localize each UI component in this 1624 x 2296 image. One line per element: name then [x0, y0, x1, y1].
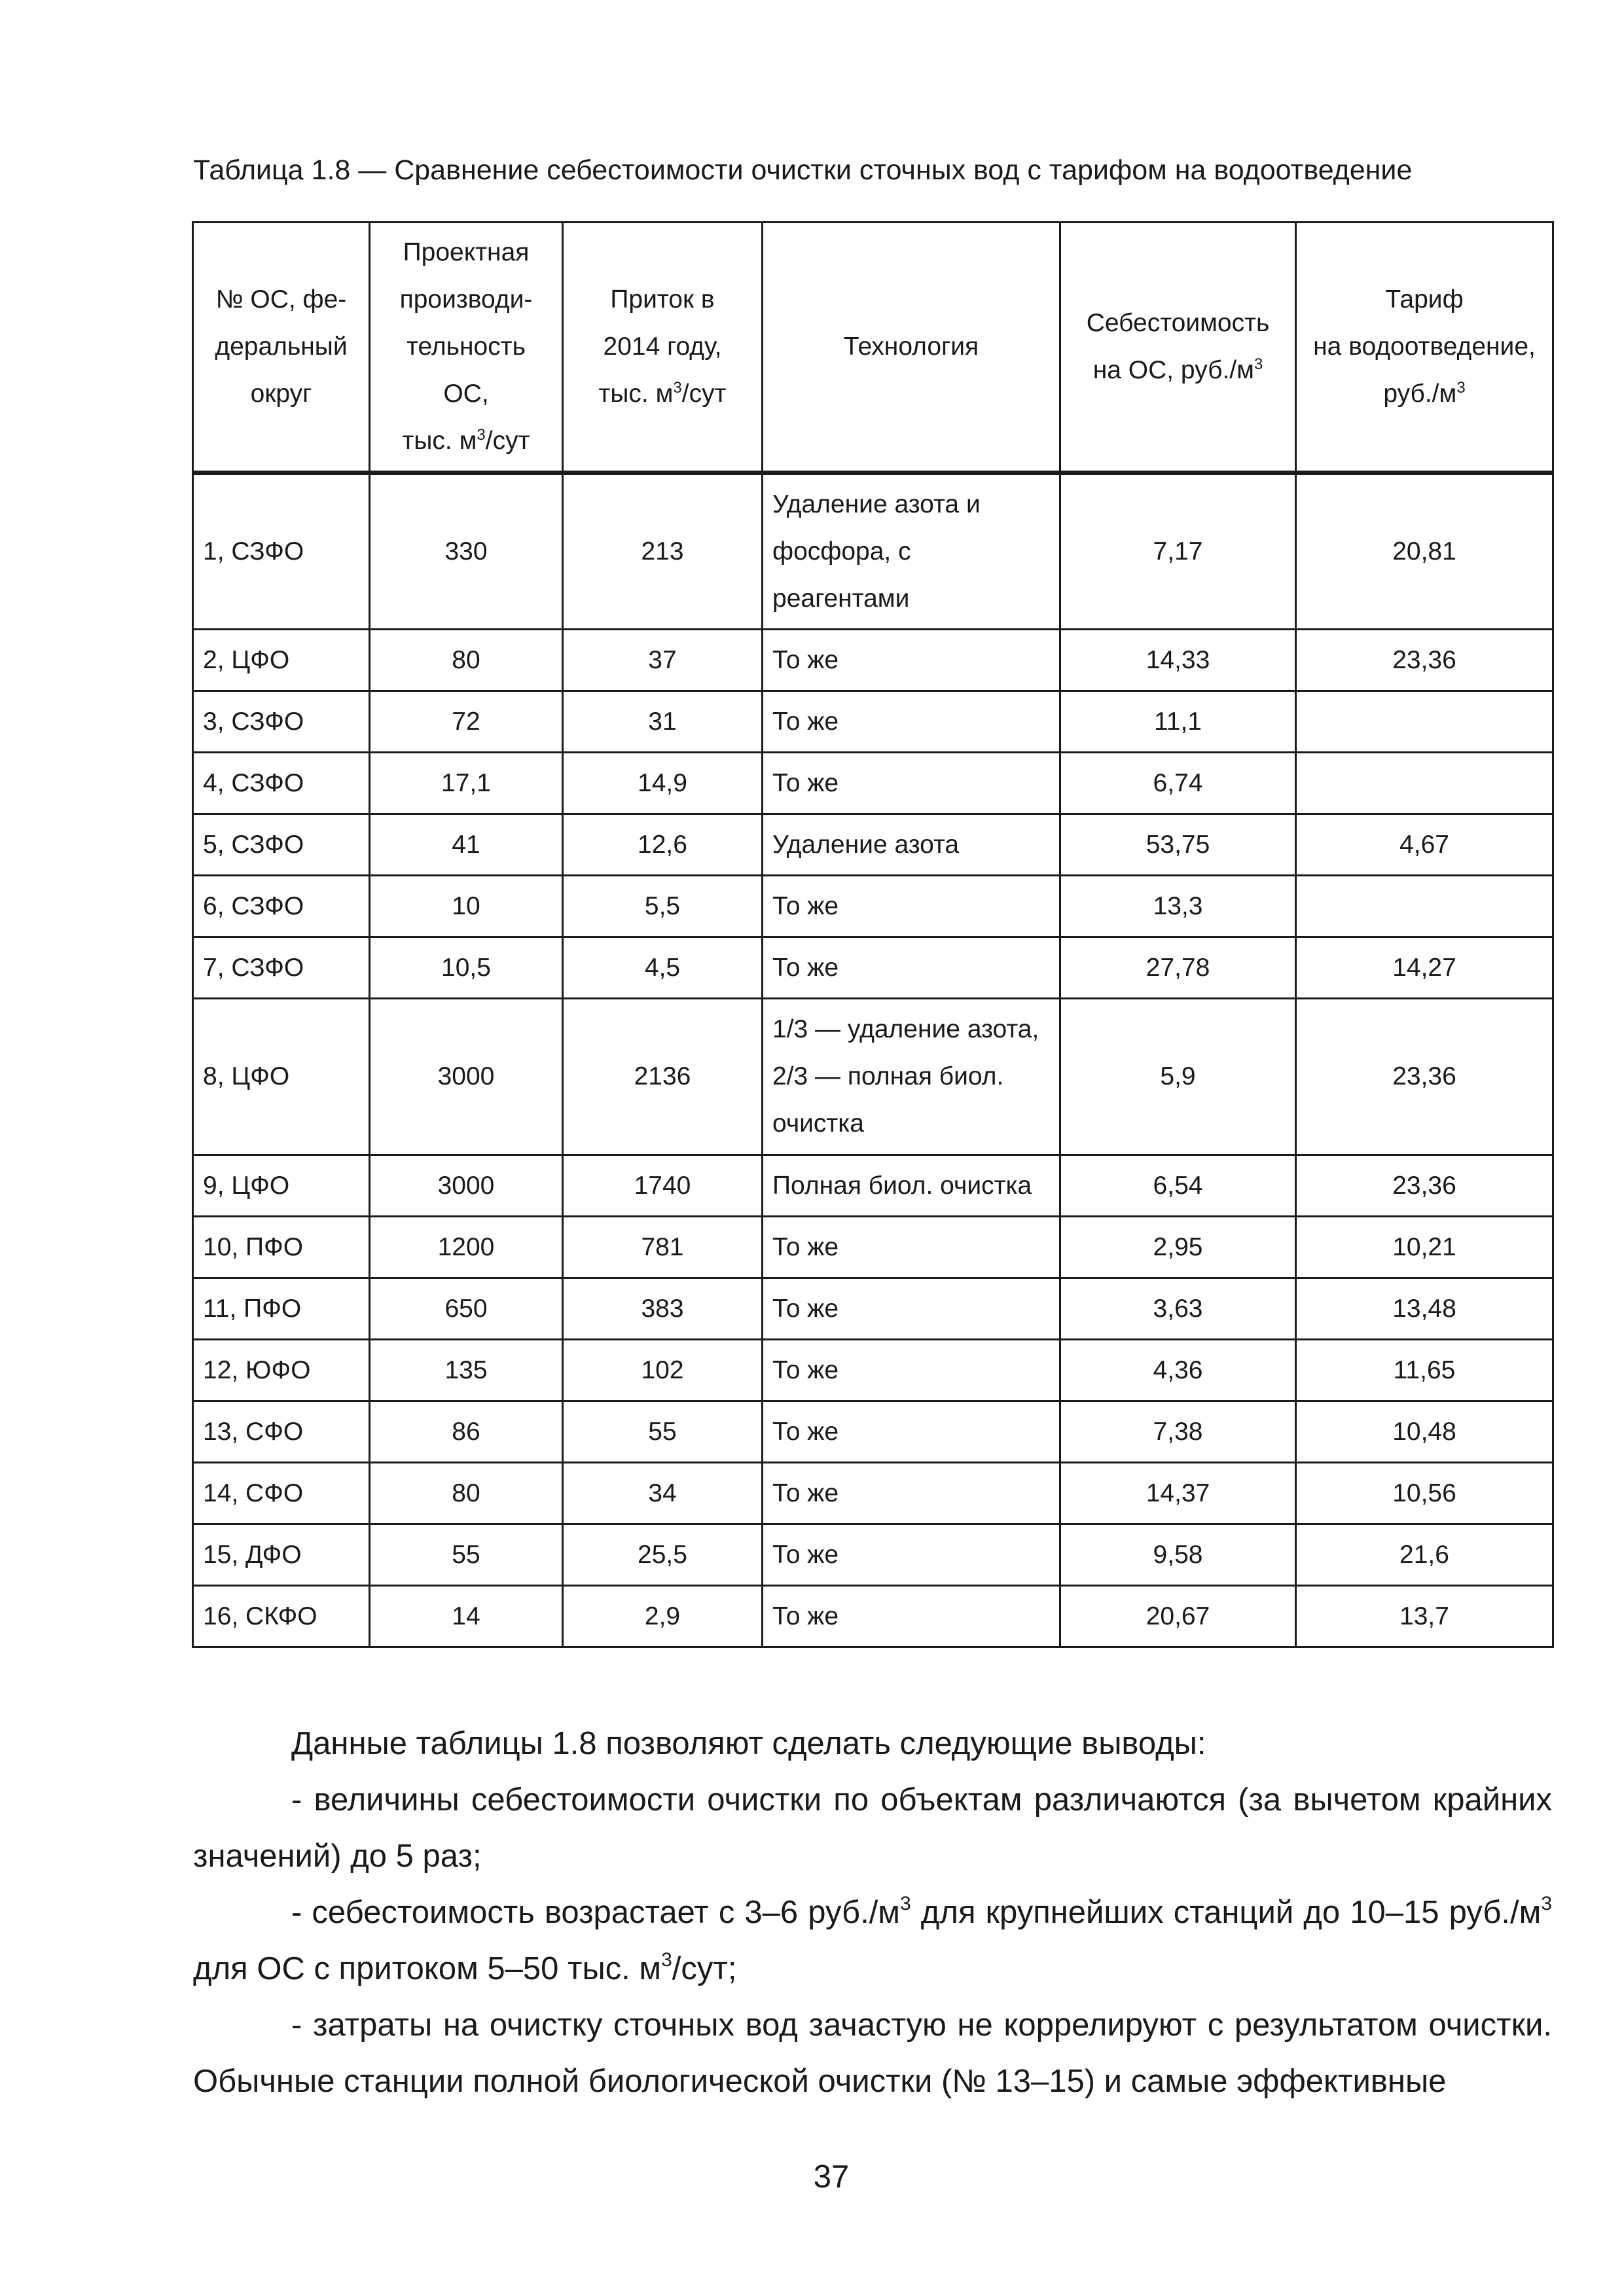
header-station: № ОС, фе- деральный округ: [193, 223, 370, 473]
cost-cell: 5,9: [1060, 999, 1296, 1155]
technology-cell: Удаление азота: [763, 814, 1060, 876]
station-cell: 1, СЗФО: [193, 473, 370, 630]
inflow-cell: 34: [563, 1463, 763, 1524]
capacity-cell: 3000: [370, 999, 563, 1155]
station-cell: 13, СФО: [193, 1401, 370, 1463]
tariff-cell: 4,67: [1296, 814, 1553, 876]
table-row: [193, 630, 1553, 691]
station-cell: 15, ДФО: [193, 1524, 370, 1586]
tariff-cell: 10,56: [1296, 1463, 1553, 1524]
paragraph-point-1: - величины себестоимости очистки по объектам различаются (за вычетом крайних значений) до 5 раз;: [193, 1782, 1552, 1874]
table-row: [193, 1401, 1553, 1463]
station-cell: 7, СЗФО: [193, 937, 370, 999]
technology-cell: То же: [763, 1463, 1060, 1524]
tariff-cell: 13,7: [1296, 1586, 1553, 1647]
technology-cell: Удаление азота и фосфора, с реагентами: [763, 473, 1060, 630]
inflow-cell: 383: [563, 1278, 763, 1340]
capacity-cell: 41: [370, 814, 563, 876]
station-cell: 6, СЗФО: [193, 876, 370, 937]
cost-tariff-table: [192, 221, 1554, 1648]
station-cell: 5, СЗФО: [193, 814, 370, 876]
tariff-cell: [1296, 753, 1553, 814]
technology-cell: То же: [763, 1278, 1060, 1340]
table-row: [193, 999, 1553, 1155]
header-capacity: Проектная производи- тельность ОС, тыс. $м^3$/сут: [370, 223, 563, 473]
station-cell: 9, ЦФО: [193, 1155, 370, 1217]
table-row: [193, 1278, 1553, 1340]
cost-cell: 7,38: [1060, 1401, 1296, 1463]
tariff-cell: 10,48: [1296, 1401, 1553, 1463]
technology-cell: То же: [763, 876, 1060, 937]
header-cost: Себестоимость на ОС, $руб./м^3$: [1060, 223, 1296, 473]
capacity-cell: 3000: [370, 1155, 563, 1217]
inflow-cell: 14,9: [563, 753, 763, 814]
capacity-cell: 650: [370, 1278, 563, 1340]
cost-cell: 2,95: [1060, 1217, 1296, 1278]
inflow-cell: 12,6: [563, 814, 763, 876]
table-row: [193, 814, 1553, 876]
capacity-cell: 330: [370, 473, 563, 630]
tariff-cell: 23,36: [1296, 999, 1553, 1155]
table-row: [193, 753, 1553, 814]
technology-cell: То же: [763, 691, 1060, 753]
paragraph-point-3: - затраты на очистку сточных вод зачастую не коррелируют с результатом очистки. Обычные станции полной биологической очистки (№ 13–15) и самые эффективные: [193, 2007, 1552, 2099]
paragraph-intro: Данные таблицы 1.8 позволяют сделать следующие выводы:: [291, 1726, 1206, 1761]
technology-cell: 1/3 — удаление азота, 2/3 — полная биол. очистка: [763, 999, 1060, 1155]
table-row: [193, 473, 1553, 630]
capacity-cell: 135: [370, 1340, 563, 1401]
capacity-cell: 10,5: [370, 937, 563, 999]
header-tariff: Тариф на водоотведение, $руб./м^3$: [1296, 223, 1553, 473]
inflow-cell: 2136: [563, 999, 763, 1155]
capacity-cell: 1200: [370, 1217, 563, 1278]
cost-cell: 14,37: [1060, 1463, 1296, 1524]
technology-cell: То же: [763, 1401, 1060, 1463]
cost-cell: 9,58: [1060, 1524, 1296, 1586]
tariff-cell: 21,6: [1296, 1524, 1553, 1586]
inflow-cell: 1740: [563, 1155, 763, 1217]
station-cell: 2, ЦФО: [193, 630, 370, 691]
station-cell: 10, ПФО: [193, 1217, 370, 1278]
tariff-cell: 23,36: [1296, 1155, 1553, 1217]
inflow-cell: 31: [563, 691, 763, 753]
station-cell: 12, ЮФО: [193, 1340, 370, 1401]
station-cell: 8, ЦФО: [193, 999, 370, 1155]
cost-cell: 53,75: [1060, 814, 1296, 876]
tariff-cell: [1296, 876, 1553, 937]
page-number: 37: [813, 2159, 850, 2195]
cost-cell: 4,36: [1060, 1340, 1296, 1401]
tariff-cell: [1296, 691, 1553, 753]
technology-cell: То же: [763, 937, 1060, 999]
table-header: [193, 223, 1553, 473]
capacity-cell: 55: [370, 1524, 563, 1586]
station-cell: 16, СКФО: [193, 1586, 370, 1647]
capacity-cell: 72: [370, 691, 563, 753]
table-row: [193, 1155, 1553, 1217]
station-cell: 14, СФО: [193, 1463, 370, 1524]
inflow-cell: 4,5: [563, 937, 763, 999]
technology-cell: То же: [763, 1524, 1060, 1586]
cost-cell: 7,17: [1060, 473, 1296, 630]
cost-cell: 11,1: [1060, 691, 1296, 753]
cost-cell: 20,67: [1060, 1586, 1296, 1647]
tariff-cell: 20,81: [1296, 473, 1553, 630]
capacity-cell: 14: [370, 1586, 563, 1647]
station-cell: 3, СЗФО: [193, 691, 370, 753]
header-inflow: Приток в 2014 году, тыс. $м^3$/сут: [563, 223, 763, 473]
cost-cell: 27,78: [1060, 937, 1296, 999]
station-cell: 4, СЗФО: [193, 753, 370, 814]
cost-cell: 3,63: [1060, 1278, 1296, 1340]
inflow-cell: 37: [563, 630, 763, 691]
table-caption: Таблица 1.8 — Сравнение себестоимости очистки сточных вод с тарифом на водоотведение: [193, 154, 1413, 186]
table-row: [193, 1340, 1553, 1401]
inflow-cell: 2,9: [563, 1586, 763, 1647]
tariff-cell: 14,27: [1296, 937, 1553, 999]
inflow-cell: 213: [563, 473, 763, 630]
station-cell: 11, ПФО: [193, 1278, 370, 1340]
inflow-cell: 25,5: [563, 1524, 763, 1586]
inflow-cell: 781: [563, 1217, 763, 1278]
table-row: [193, 1463, 1553, 1524]
table-row: [193, 1524, 1553, 1586]
inflow-cell: 5,5: [563, 876, 763, 937]
cost-cell: 13,3: [1060, 876, 1296, 937]
paragraph-point-2: - себестоимость возрастает с 3–6 $руб./м^3$ для крупнейших станций до 10–15 $руб./м^3$ для ОС с притоком 5–50 тыс. $м^3$/сут;: [193, 1893, 1552, 1986]
capacity-cell: 17,1: [370, 753, 563, 814]
cost-cell: 14,33: [1060, 630, 1296, 691]
inflow-cell: 102: [563, 1340, 763, 1401]
technology-cell: То же: [763, 753, 1060, 814]
cost-cell: 6,74: [1060, 753, 1296, 814]
table-body: [193, 473, 1553, 1647]
capacity-cell: 80: [370, 630, 563, 691]
tariff-cell: 23,36: [1296, 630, 1553, 691]
capacity-cell: 80: [370, 1463, 563, 1524]
table-row: [193, 1586, 1553, 1647]
tariff-cell: 10,21: [1296, 1217, 1553, 1278]
table-row: [193, 1217, 1553, 1278]
technology-cell: То же: [763, 1340, 1060, 1401]
cost-cell: 6,54: [1060, 1155, 1296, 1217]
tariff-cell: 13,48: [1296, 1278, 1553, 1340]
table-row: [193, 876, 1553, 937]
capacity-cell: 10: [370, 876, 563, 937]
inflow-cell: 55: [563, 1401, 763, 1463]
capacity-cell: 86: [370, 1401, 563, 1463]
technology-cell: Полная биол. очистка: [763, 1155, 1060, 1217]
table-row: [193, 937, 1553, 999]
tariff-cell: 11,65: [1296, 1340, 1553, 1401]
technology-cell: То же: [763, 1217, 1060, 1278]
technology-cell: То же: [763, 1586, 1060, 1647]
table-row: [193, 691, 1553, 753]
header-technology: Технология: [763, 223, 1060, 473]
technology-cell: То же: [763, 630, 1060, 691]
